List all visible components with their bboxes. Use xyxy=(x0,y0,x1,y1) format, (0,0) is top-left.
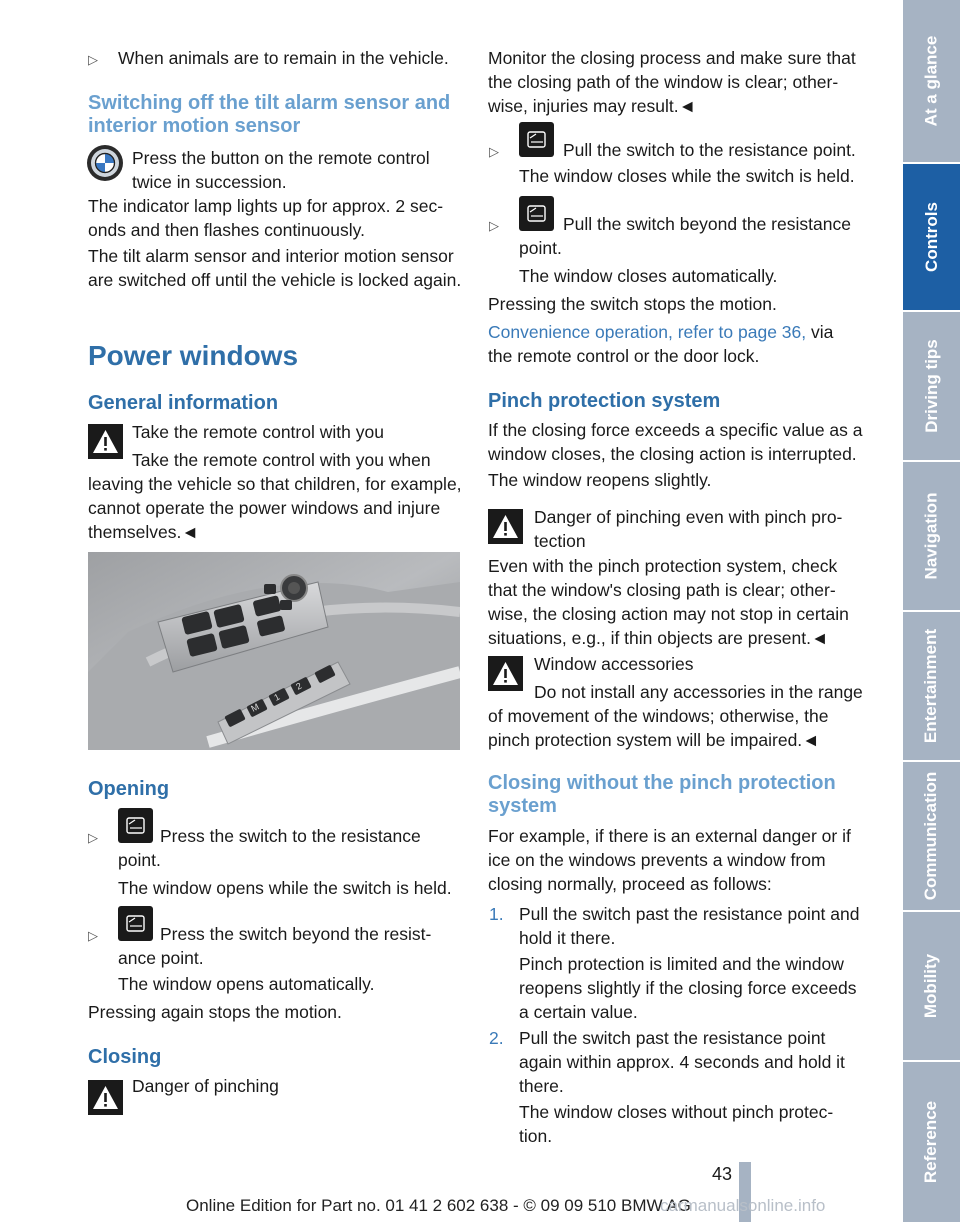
heading-opening: Opening xyxy=(88,778,170,800)
bullet-marker: ▷ xyxy=(88,830,98,845)
convenience-link[interactable]: Convenience operation, refer to page 36, xyxy=(488,322,807,342)
step-number: 2. xyxy=(489,1028,504,1048)
pinch-p2: The window reopens slightly. xyxy=(488,470,712,490)
door-label-1: 1 xyxy=(272,691,282,703)
closing-step2-detail: The window closes automatically. xyxy=(519,266,778,286)
heading-closing-without-pinch: Closing without the pinch protection system xyxy=(488,772,836,817)
tab-entertainment[interactable]: Entertainment xyxy=(903,612,960,760)
closing-step1-detail: The window closes while the switch is held. xyxy=(519,166,855,186)
warning-icon xyxy=(88,1080,123,1115)
heading-tilt-alarm: Switching off the tilt alarm sensor and interior motion sensor xyxy=(88,92,451,137)
closing-step1: Pull the switch to the resistance point. xyxy=(563,140,856,160)
opening-step2-detail: The window opens automatically. xyxy=(118,974,375,994)
bullet-marker: ▷ xyxy=(489,144,499,159)
bmw-remote-button-icon xyxy=(86,144,124,182)
bullet-marker: ▷ xyxy=(88,928,98,943)
heading-general-information: General information xyxy=(88,392,279,414)
warning-remote-body: Take the remote control with you when leaving the vehicle so that children, for example, cannot operate the power windows and injure themselves.◄ xyxy=(88,450,462,542)
step2-detail: The window closes without pinch protec-tion. xyxy=(519,1102,834,1146)
door-label-m: M xyxy=(249,701,261,714)
opening-step1-detail: The window opens while the switch is held. xyxy=(118,878,452,898)
heading-pinch-protection: Pinch protection system xyxy=(488,390,721,412)
without-intro: For example, if there is an external danger or if ice on the windows prevents a window from closing normally, proceed as follows: xyxy=(488,826,851,894)
tab-driving-tips[interactable]: Driving tips xyxy=(903,312,960,460)
page-number: 43 xyxy=(712,1164,733,1184)
tab-communication[interactable]: Communication xyxy=(903,762,960,910)
footer-edition: Online Edition for Part no. 01 41 2 602 638 - © 09 09 510 BMW AG xyxy=(186,1196,691,1215)
tilt-instruction: Press the button on the remote control twice in succession. xyxy=(132,148,430,192)
heading-closing: Closing xyxy=(88,1046,162,1068)
convenience-rest: via the remote control or the door lock. xyxy=(488,322,834,366)
warning-closing-title: Danger of pinching xyxy=(132,1076,279,1096)
door-label-2: 2 xyxy=(294,680,304,692)
bullet-marker: ▷ xyxy=(489,218,499,233)
closing-stop-text: Pressing the switch stops the motion. xyxy=(488,294,777,314)
tilt-switched-off-text: The tilt alarm sensor and interior motion sensor are switched off until the vehicle is locked again. xyxy=(88,246,462,290)
tab-reference[interactable]: Reference xyxy=(903,1062,960,1222)
closing-step2: Pull the switch beyond the resistance point. xyxy=(519,214,851,258)
monitor-closing-text: Monitor the closing process and make sure that the closing path of the window is clear; other-wise, injuries may result.◄ xyxy=(488,48,856,116)
warning-remote-title: Take the remote control with you xyxy=(132,422,384,442)
tab-mobility[interactable]: Mobility xyxy=(903,912,960,1060)
warning-pinch-body: Even with the pinch protection system, check that the window's closing path is clear; other-wise, the closing action may not stop in certain situations, e.g., if thin objects are present.◄ xyxy=(488,556,849,648)
tab-navigation[interactable]: Navigation xyxy=(903,462,960,610)
opening-stop-text: Pressing again stops the motion. xyxy=(88,1002,342,1022)
opening-step2: Press the switch beyond the resist-ance point. xyxy=(118,924,432,968)
bullet-animals: When animals are to remain in the vehicle. xyxy=(118,48,449,68)
tab-controls[interactable]: Controls xyxy=(903,164,960,310)
tab-at-a-glance[interactable]: At a glance xyxy=(903,0,960,162)
step1-detail: Pinch protection is limited and the window reopens slightly if the closing force exceeds a certain value. xyxy=(519,954,857,1022)
warning-icon xyxy=(488,509,523,544)
door-switch-photo xyxy=(88,552,460,750)
opening-step1: Press the switch to the resistance point. xyxy=(118,826,421,870)
step2-text: Pull the switch past the resistance point again within approx. 4 seconds and hold it there. xyxy=(519,1028,845,1096)
warning-accessories-body: Do not install any accessories in the range of movement of the windows; otherwise, the pinch protection system will be impaired.◄ xyxy=(488,682,863,750)
step1-text: Pull the switch past the resistance point and hold it there. xyxy=(519,904,860,948)
bullet-marker: ▷ xyxy=(88,52,98,67)
tilt-indicator-text: The indicator lamp lights up for approx. 2 sec-onds and then flashes continuously. xyxy=(88,196,444,240)
heading-power-windows: Power windows xyxy=(88,340,299,371)
pinch-p1: If the closing force exceeds a specific value as a window closes, the closing action is interrupted. xyxy=(488,420,863,464)
warning-pinch-title: Danger of pinching even with pinch pro-tection xyxy=(534,507,843,551)
convenience-paragraph xyxy=(488,320,862,368)
watermark: carmanualsonline.info xyxy=(660,1196,826,1215)
warning-accessories-title: Window accessories xyxy=(534,654,694,674)
step-number: 1. xyxy=(489,904,504,924)
